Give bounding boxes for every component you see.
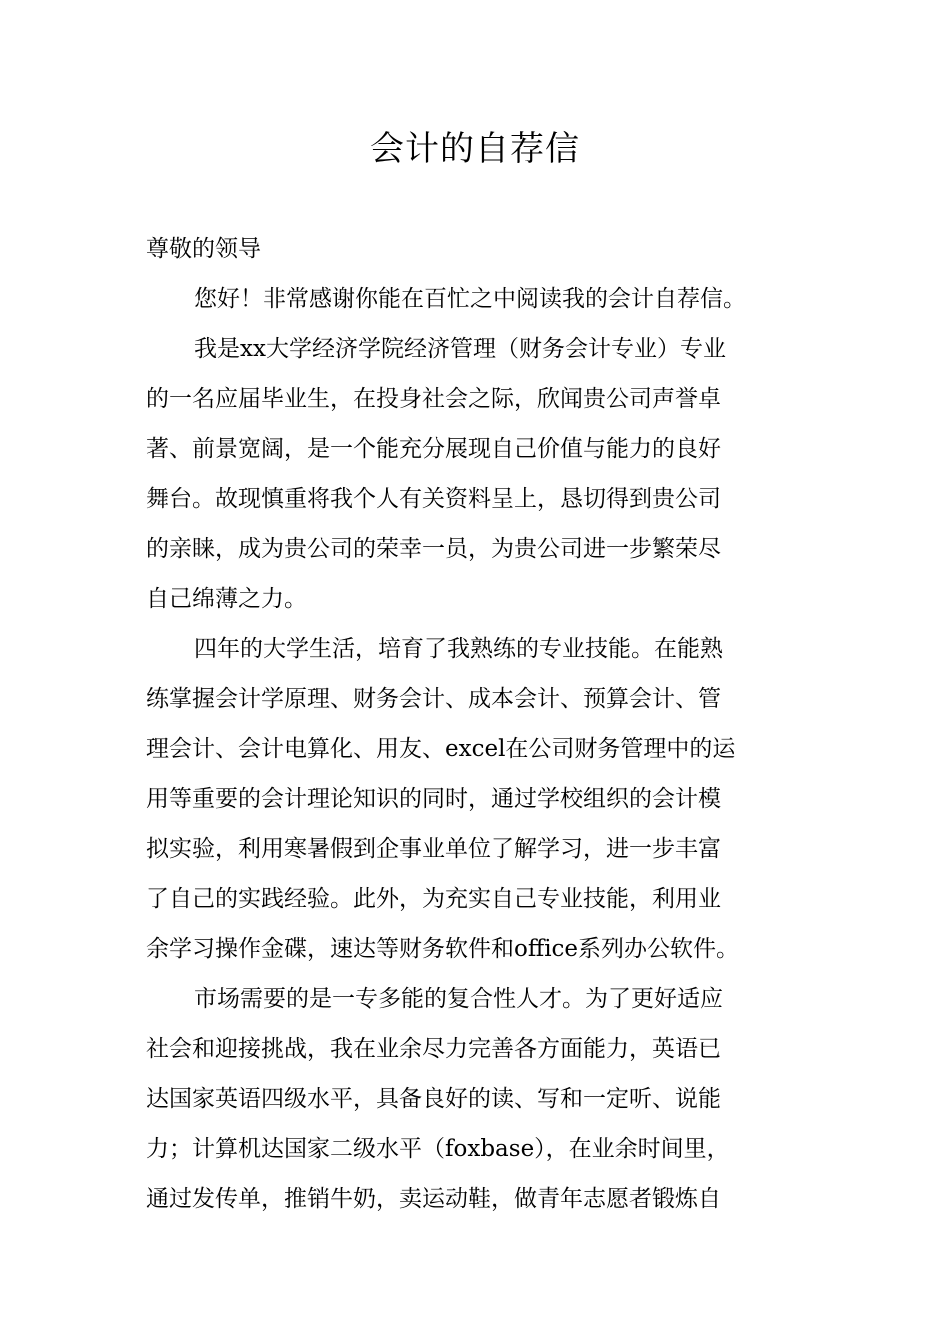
body-line: 拟实验，利用寒暑假到企事业单位了解学习，进一步丰富 — [146, 836, 721, 862]
body-line: 市场需要的是一专多能的复合性人才。为了更好适应 — [194, 986, 723, 1012]
body-line: 社会和迎接挑战，我在业余尽力完善各方面能力，英语已 — [146, 1036, 721, 1062]
body-line: 余学习操作金碟，速达等财务软件和office系列办公软件。 — [146, 936, 740, 962]
body-line: 我是xx大学经济学院经济管理（财务会计专业）专业 — [194, 336, 726, 362]
body-line: 达国家英语四级水平，具备良好的读、写和一定听、说能 — [146, 1086, 721, 1112]
salutation: 尊敬的领导 — [146, 236, 261, 262]
letter-body — [146, 224, 806, 1224]
body-line: 您好！非常感谢你能在百忙之中阅读我的会计自荐信。 — [194, 286, 746, 312]
document-title: 会计的自荐信 — [370, 129, 580, 169]
body-line: 了自己的实践经验。此外，为充实自己专业技能，利用业 — [146, 886, 721, 912]
body-line: 著、前景宽阔，是一个能充分展现自己价值与能力的良好 — [146, 436, 721, 462]
body-line: 用等重要的会计理论知识的同时，通过学校组织的会计模 — [146, 786, 721, 812]
body-line: 自己绵薄之力。 — [146, 586, 307, 612]
body-line: 力；计算机达国家二级水平（foxbase），在业余时间里， — [146, 1136, 730, 1162]
body-line: 通过发传单，推销牛奶，卖运动鞋，做青年志愿者锻炼自 — [146, 1186, 721, 1212]
body-line: 的一名应届毕业生，在投身社会之际，欣闻贵公司声誉卓 — [146, 386, 721, 412]
body-line: 的亲睐，成为贵公司的荣幸一员，为贵公司进一步繁荣尽 — [146, 536, 721, 562]
body-line: 理会计、会计电算化、用友、excel在公司财务管理中的运 — [146, 736, 736, 762]
body-line: 四年的大学生活，培育了我熟练的专业技能。在能熟 — [194, 636, 723, 662]
body-line: 练掌握会计学原理、财务会计、成本会计、预算会计、管 — [146, 686, 721, 712]
body-line: 舞台。故现慎重将我个人有关资料呈上，恳切得到贵公司 — [146, 486, 721, 512]
